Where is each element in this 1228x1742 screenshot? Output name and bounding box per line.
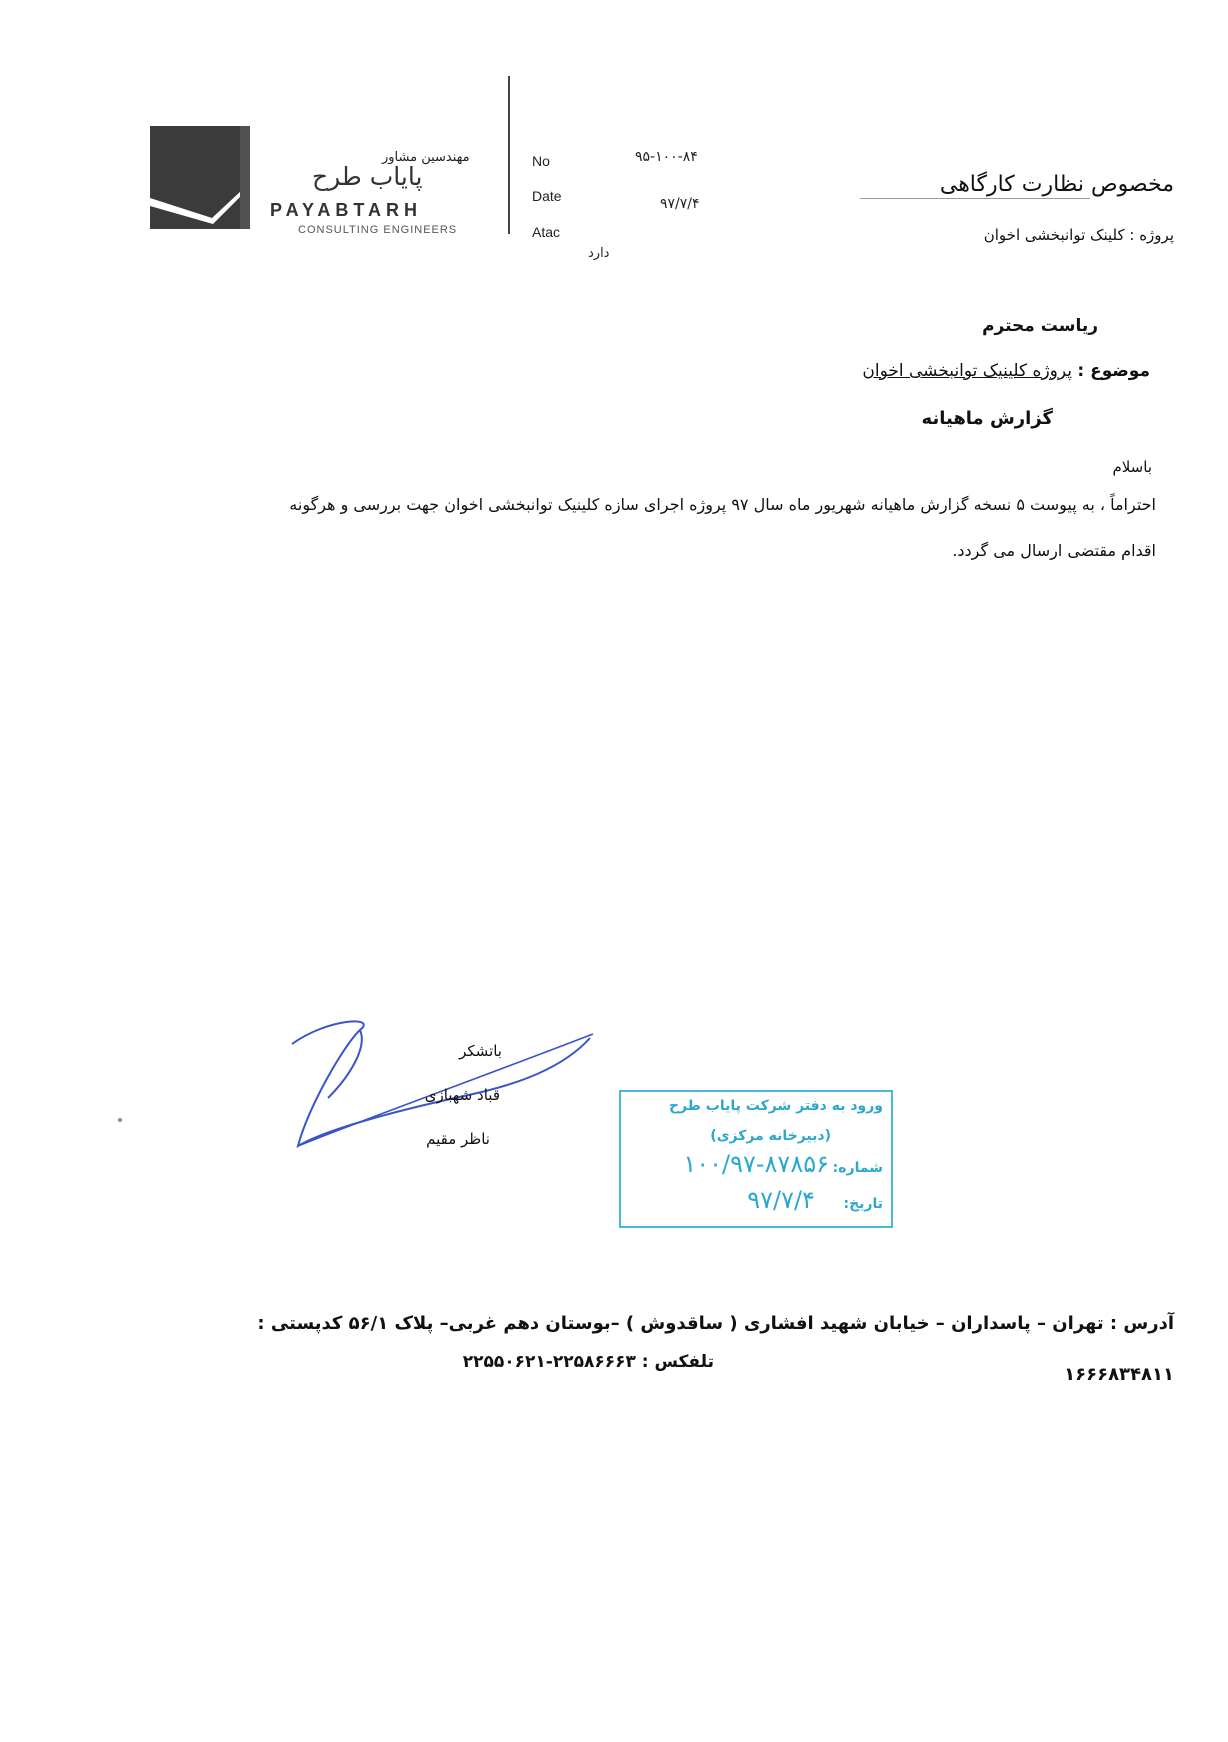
company-subtitle-fa: مهندسین مشاور: [382, 150, 470, 165]
date-label: Date: [532, 188, 562, 204]
company-logo: [150, 126, 250, 229]
attachment-label: Atac: [532, 224, 561, 240]
letterhead-divider: [508, 76, 510, 234]
signature-closing: باتشکر: [459, 1042, 502, 1060]
stamp-date-label: تاریخ:: [843, 1196, 883, 1212]
receipt-stamp: [619, 1090, 893, 1228]
company-name-fa: پایاب طرح: [312, 162, 423, 191]
stamp-line-1: ورود به دفتر شرکت پایاب طرح: [668, 1098, 883, 1114]
header-underline: [860, 198, 1090, 199]
stamp-number-value: ۱۰۰/۹۷-۸۷۸۵۶: [683, 1150, 829, 1178]
scan-speck: [118, 1118, 122, 1122]
no-label: No: [532, 153, 550, 169]
attachment-value: دارد: [588, 246, 610, 261]
subject-label: موضوع :: [1077, 361, 1150, 381]
stamp-number-label: شماره:: [832, 1160, 883, 1176]
report-title: گزارش ماهیانه: [921, 408, 1053, 429]
footer-postal-code: ۱۶۶۶۸۳۴۸۱۱: [1064, 1364, 1174, 1385]
subject-value: پروژه کلینیک توانبخشی اخوان: [862, 361, 1072, 381]
header-title: مخصوص نظارت کارگاهی: [939, 172, 1174, 197]
company-name-en: PAYABTARH: [270, 200, 423, 220]
signature-role: ناظر مقیم: [426, 1130, 490, 1148]
subject-line: [862, 361, 1150, 381]
no-value: ۹۵-۱۰۰-۸۴: [635, 149, 698, 165]
salutation: ریاست محترم: [982, 316, 1098, 336]
greeting: باسلام: [1112, 458, 1152, 476]
company-tagline-en: CONSULTING ENGINEERS: [298, 224, 458, 236]
stamp-line-2: (دبیرخانه مرکزی): [710, 1128, 831, 1144]
footer-phone: تلفکس : ۲۲۵۸۶۶۶۳-۲۲۵۵۰۶۲۱: [462, 1352, 714, 1372]
signature-name: قباد شهبازی: [424, 1086, 500, 1104]
stamp-date-value: ۹۷/۷/۴: [747, 1186, 815, 1214]
header-project: پروژه : کلینک توانبخشی اخوان: [983, 226, 1174, 244]
date-value: ۹۷/۷/۴: [660, 196, 700, 212]
body-line-2: اقدام مقتضی ارسال می گردد.: [952, 541, 1156, 560]
footer-address: آدرس : تهران – پاسداران – خیابان شهید افشاری ( ساقدوش ) –بوستان دهم غربی– پلاک ۵۶/۱ کدپستی :: [257, 1313, 1174, 1334]
body-line-1: احتراماً ، به پیوست ۵ نسخه گزارش ماهیانه شهریور ماه سال ۹۷ پروژه اجرای سازه کلینیک توانبخشی اخوان جهت بررسی و هرگونه: [289, 495, 1156, 514]
letter-body: [110, 482, 1156, 574]
